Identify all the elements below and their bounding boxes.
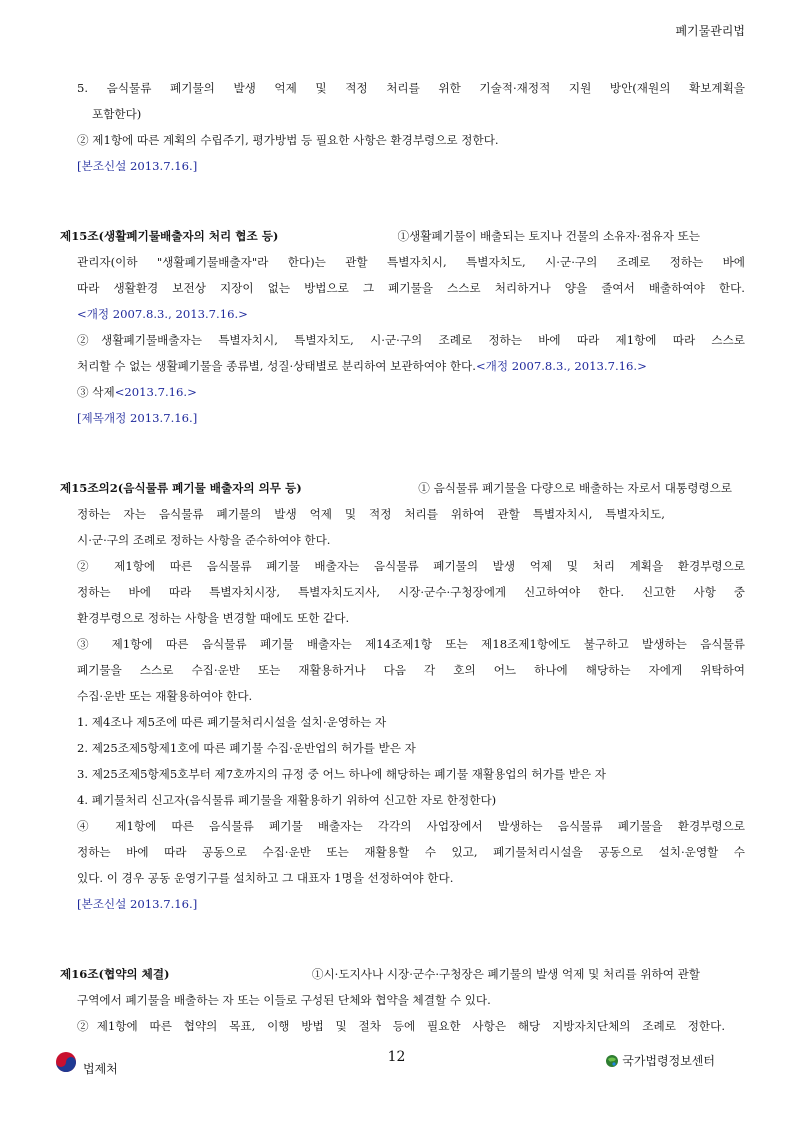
article-15-amendment-1: <개정 2007.8.3., 2013.7.16.>: [77, 307, 248, 321]
article-15-amendment-2: <개정 2007.8.3., 2013.7.16.>: [475, 359, 647, 373]
article-16-first-line: [60, 966, 700, 982]
article-15-para-2-line-1: ②생활폐기물배출자는 특별자치시, 특별자치도, 시·군·구의 조례로 정하는 바에 따라 제1항에 따라 스스로: [77, 333, 745, 347]
article-15-2-para-3-line-2: 폐기물을 스스로 수집·운반 또는 재활용하거나 다음 각 호의 어느 하나에 해당하는 자에게 위탁하여: [77, 663, 745, 677]
article-15-title-amendment: [제목개정 2013.7.16.]: [77, 411, 198, 425]
article-15-2-amendment-note: [본조신설 2013.7.16.]: [77, 897, 198, 911]
article-15-line-3: 따라 생활환경 보전상 지장이 없는 방법으로 그 폐기물을 스스로 처리하거나 양을 줄여서 배출하여야 한다.: [77, 281, 745, 295]
article-15-2-line-3: 시·군·구의 조례로 정하는 사항을 준수하여야 한다.: [77, 533, 331, 547]
footer-agency-label: 법제처: [83, 1062, 118, 1076]
footer-right: [605, 1052, 715, 1069]
article-15-para-2-text: 처리할 수 없는 생활폐기물을 종류별, 성질·상태별로 분리하여 보관하여야 한다.: [77, 359, 476, 373]
article-15-2-heading: 제15조의2(음식물류 폐기물 배출자의 의무 등): [60, 481, 302, 495]
article-16-line-2: 구역에서 폐기물을 배출하는 자 또는 이들로 구성된 단체와 협약을 체결할 수 있다.: [77, 993, 491, 1007]
article-15-2-para-2-line-1: ② 제1항에 따른 음식물류 폐기물 배출자는 음식물류 폐기물의 발생 억제 및 처리 계획을 환경부령으로: [77, 559, 745, 573]
article-15-2-para-4-line-1: ④ 제1항에 따른 음식물류 폐기물 배출자는 각각의 사업장에서 발생하는 음식물류 폐기물을 환경부령으로: [77, 819, 745, 833]
article-15-para-3-text: ③ 삭제: [77, 385, 115, 399]
page-number: 12: [387, 1049, 406, 1065]
article-15-2-para-4-line-3: 있다. 이 경우 공동 운영기구를 설치하고 그 대표자 1명을 선정하여야 한다.: [77, 871, 454, 885]
article-15-2-item-1: 1. 제4조나 제5조에 따른 폐기물처리시설을 설치·운영하는 자: [77, 715, 387, 729]
article-15-2-para-3-line-3: 수집·운반 또는 재활용하여야 한다.: [77, 689, 253, 703]
article-15-2-para-3-line-1: ③ 제1항에 따른 음식물류 폐기물 배출자는 제14조제1항 또는 제18조제1항에도 불구하고 발생하는 음식물류: [77, 637, 745, 651]
article-15-para-1-start: ①생활폐기물이 배출되는 토지나 건물의 소유자·점유자 또는: [397, 229, 700, 243]
article-15-para-3-date: <2013.7.16.>: [114, 385, 197, 399]
article-15-line-2: 관리자(이하 "생활폐기물배출자"라 한다)는 관할 특별자치시, 특별자치도, 시·군·구의 조례로 정하는 바에: [77, 255, 745, 269]
article-15-para-3: [77, 384, 197, 400]
article-16-para-1-start: ①시·도지사나 시장·군수·구청장은 폐기물의 발생 억제 및 처리를 위하여 관할: [311, 967, 700, 981]
article-15-2-para-2-line-2: 정하는 바에 따라 특별자치시장, 특별자치도지사, 시장·군수·구청장에게 신고하여야 한다. 신고한 사항 중: [77, 585, 745, 599]
article-15-para-2-line-2: [77, 358, 745, 374]
article-15-first-line: [60, 228, 700, 244]
item-5-line-2: 포함한다): [92, 107, 142, 121]
article-15-2-line-2: 정하는 자는 음식물류 폐기물의 발생 억제 및 적정 처리를 위하여 관할 특별자치시, 특별자치도,: [77, 507, 665, 521]
article-15-heading: 제15조(생활폐기물배출자의 처리 협조 등): [60, 229, 279, 243]
running-header-title: 폐기물관리법: [675, 24, 745, 38]
article-15-2-first-line: [60, 480, 732, 496]
footer-center-label: 국가법령정보센터: [622, 1054, 715, 1068]
article-16-para-2: ②제1항에 따른 협약의 목표, 이행 방법 및 절차 등에 필요한 사항은 해당 지방자치단체의 조례로 정한다.: [77, 1019, 725, 1033]
amendment-note: [본조신설 2013.7.16.]: [77, 159, 198, 173]
article-15-2-item-3: 3. 제25조제5항제5호부터 제7호까지의 규정 중 어느 하나에 해당하는 폐기물 재활용업의 허가를 받은 자: [77, 767, 606, 781]
globe-logo-icon: [605, 1054, 619, 1068]
article-15-2-para-4-line-2: 정하는 바에 따라 공동으로 수집·운반 또는 재활용할 수 있고, 폐기물처리시설을 공동으로 설치·운영할 수: [77, 845, 745, 859]
item-5-line-1: 5. 음식물류 폐기물의 발생 억제 및 적정 처리를 위한 기술적·재정적 지원 방안(재원의 확보계획을: [77, 81, 745, 95]
article-15-2-para-1-start: ① 음식물류 폐기물을 다량으로 배출하는 자로서 대통령령으로: [418, 481, 732, 495]
article-15-2-item-2: 2. 제25조제5항제1호에 따른 폐기물 수집·운반업의 허가를 받은 자: [77, 741, 416, 755]
article-16-heading: 제16조(협약의 체결): [60, 967, 170, 981]
paragraph-2: ② 제1항에 따른 계획의 수립주기, 평가방법 등 필요한 사항은 환경부령으로 정한다.: [77, 133, 499, 147]
article-15-2-item-4: 4. 폐기물처리 신고자(음식물류 폐기물을 재활용하기 위하여 신고한 자로 한정한다): [77, 793, 497, 807]
article-15-2-para-2-line-3: 환경부령으로 정하는 사항을 변경할 때에도 또한 같다.: [77, 611, 350, 625]
